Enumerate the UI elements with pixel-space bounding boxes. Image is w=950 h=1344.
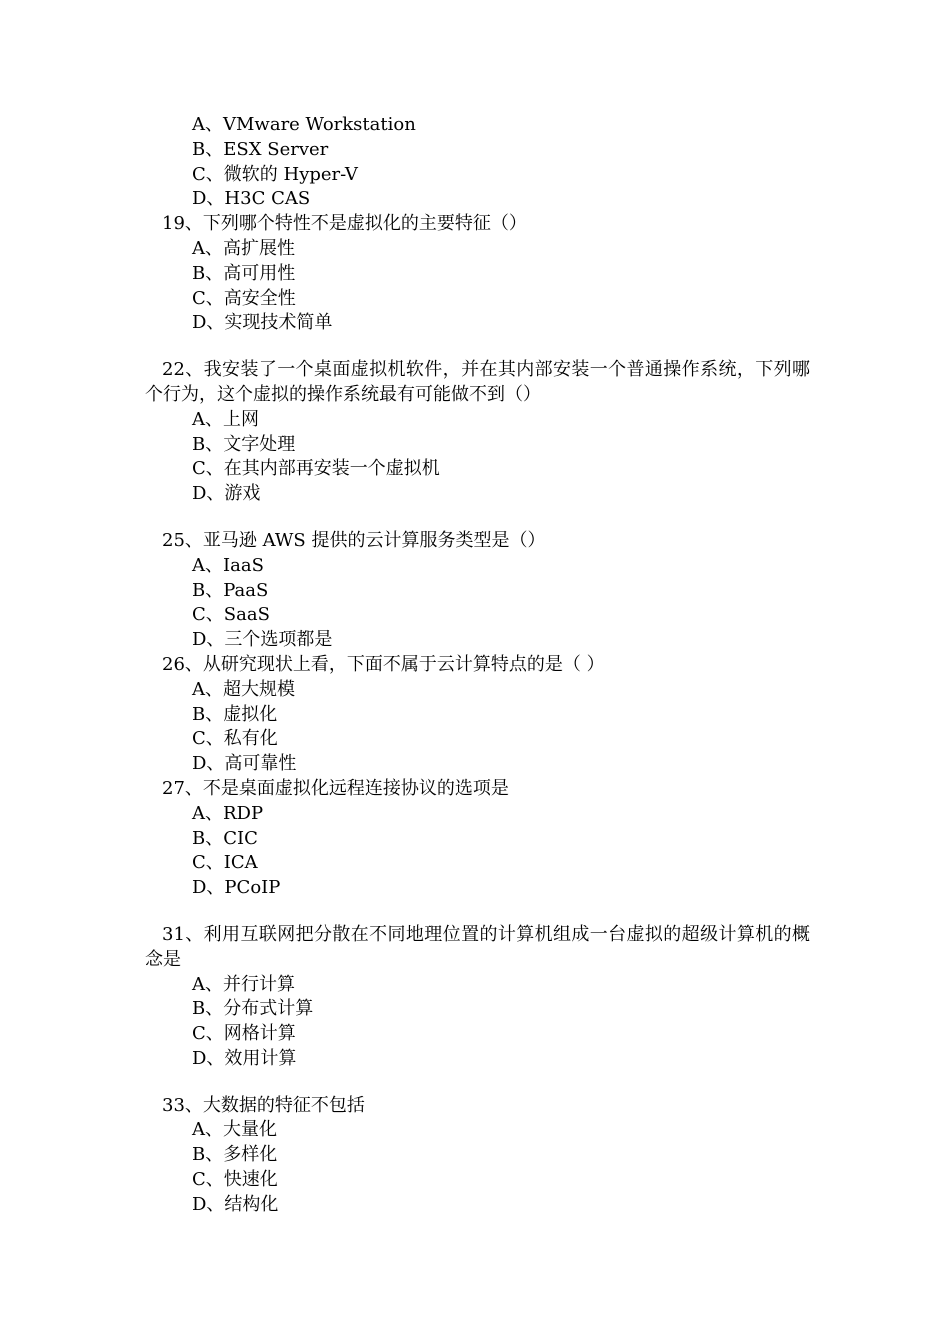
question-block-31 [0,923,950,1072]
question-block-27 [0,777,950,901]
option-c: C、网格计算 [192,1023,296,1045]
question-block-continued [0,113,950,212]
question-text: 25、亚马逊 AWS 提供的云计算服务类型是（） [162,529,546,551]
option-d: D、高可靠性 [192,753,297,775]
question-text: 27、不是桌面虚拟化远程连接协议的选项是 [162,777,509,799]
option-c: C、微软的 Hyper-V [192,163,358,185]
option-b: B、高可用性 [192,262,296,284]
question-block-26 [0,653,950,777]
option-b: B、PaaS [192,579,269,601]
question-block-19 [0,212,950,336]
option-c: C、ICA [192,852,258,874]
option-c: C、快速化 [192,1169,278,1191]
option-c: C、私有化 [192,728,278,750]
option-d: D、实现技术简单 [192,312,333,334]
option-b: B、虚拟化 [192,703,278,725]
option-b: B、ESX Server [192,138,329,160]
option-c: C、SaaS [192,604,270,626]
blank-gap [0,336,950,358]
option-d: D、H3C CAS [192,188,311,210]
question-block-33 [0,1094,950,1218]
question-text: 19、下列哪个特性不是虚拟化的主要特征（） [162,213,527,235]
option-b: B、分布式计算 [192,998,314,1020]
option-d: D、三个选项都是 [192,629,333,651]
question-text: 22、我安装了一个桌面虚拟机软件，并在其内部安装一个普通操作系统，下列哪个行为，这个虚拟的操作系统最有可能做不到（） [145,359,810,405]
question-block-22 [0,358,950,507]
question-text: 33、大数据的特征不包括 [162,1094,365,1116]
question-block-25 [0,529,950,653]
option-a: A、超大规模 [192,678,295,700]
option-a: A、大量化 [192,1119,277,1141]
option-d: D、结构化 [192,1193,279,1215]
document-page [0,113,950,1218]
option-d: D、PCoIP [192,877,281,899]
option-a: A、VMware Workstation [192,114,416,135]
question-text: 26、从研究现状上看，下面不属于云计算特点的是（ ） [162,653,605,675]
blank-gap [0,901,950,923]
blank-gap [0,507,950,529]
option-a: A、并行计算 [192,973,295,995]
question-text: 31、利用互联网把分散在不同地理位置的计算机组成一台虚拟的超级计算机的概念是 [145,923,810,970]
option-d: D、效用计算 [192,1047,297,1069]
blank-gap [0,1072,950,1094]
option-c: C、高安全性 [192,287,296,309]
option-b: B、多样化 [192,1144,278,1166]
option-a: A、IaaS [192,554,264,576]
option-d: D、游戏 [192,483,261,505]
option-a: A、RDP [192,802,264,824]
option-b: B、文字处理 [192,433,296,455]
option-c: C、在其内部再安装一个虚拟机 [192,458,440,480]
option-a: A、高扩展性 [192,237,295,259]
option-a: A、上网 [192,408,259,430]
option-b: B、CIC [192,827,258,849]
